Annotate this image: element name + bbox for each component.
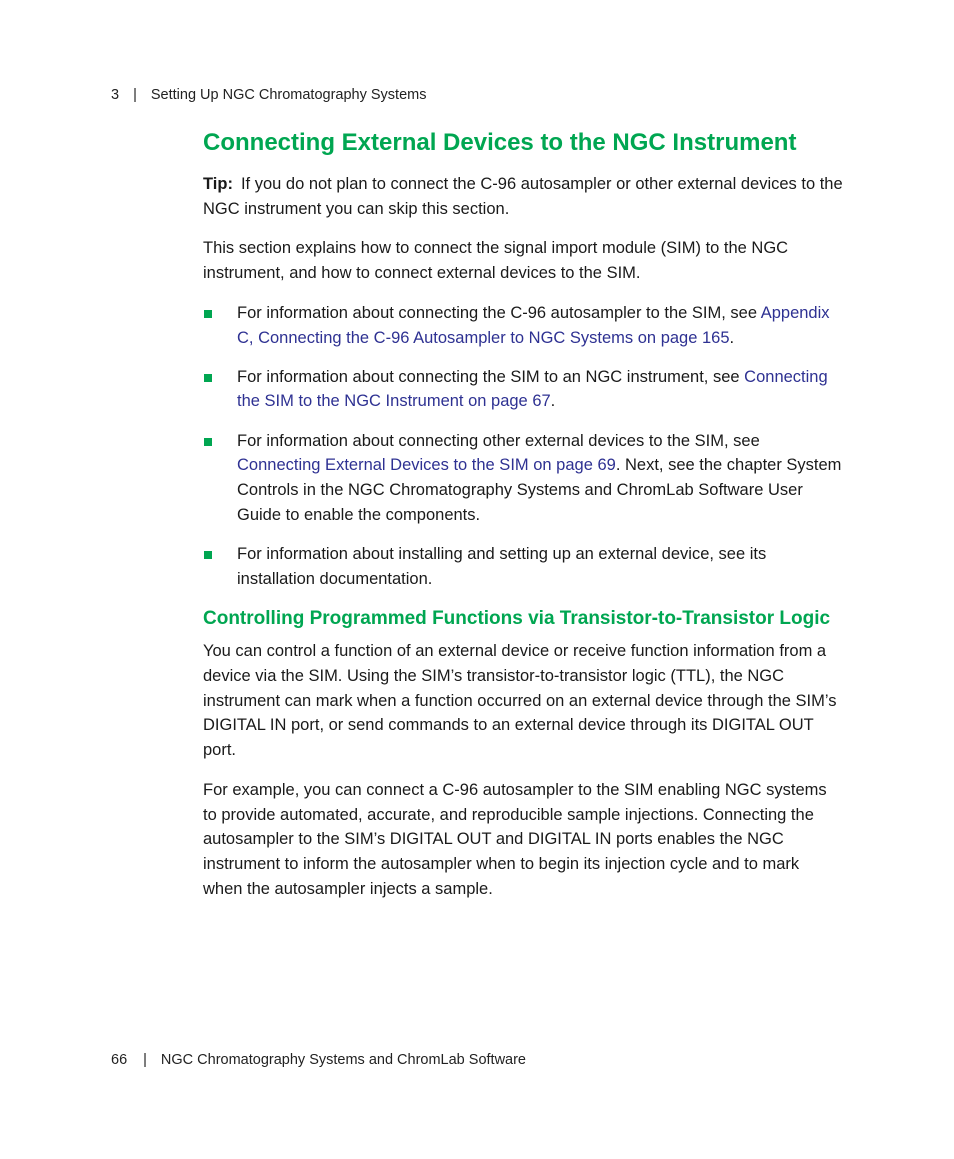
cross-reference-link-sim-to-ngc[interactable]: Connecting the SIM to the NGC Instrument on page 67 — [237, 367, 828, 411]
bullet-text-after: . — [729, 328, 735, 347]
square-bullet-icon — [204, 551, 212, 559]
subsection-heading: Controlling Programmed Functions via Transistor-to-Transistor Logic — [203, 608, 831, 630]
bullet-item — [203, 429, 843, 528]
body-paragraph: You can control a function of an external device or receive function information from a device via the SIM. Using the SIM’s transistor-to-transistor logic (TTL), the NGC instrument can mark when a function occurred on an external device through the SIM’s DIGITAL IN port, or send commands to an external device through its DIGITAL OUT port. — [203, 642, 837, 760]
book-title: NGC Chromatography Systems and ChromLab Software — [160, 1052, 526, 1068]
cross-reference-link-external-devices[interactable]: Connecting External Devices to the SIM on page 69 — [237, 456, 616, 475]
bullet-item — [203, 301, 843, 350]
page-footer — [111, 1052, 526, 1068]
bullet-item — [203, 365, 843, 414]
section-heading: Connecting External Devices to the NGC Instrument — [203, 129, 797, 156]
header-separator: | — [133, 87, 137, 103]
page-number: 66 — [111, 1052, 128, 1068]
tip-label: Tip: — [203, 175, 233, 193]
chapter-title: Setting Up NGC Chromatography Systems — [150, 87, 427, 103]
square-bullet-icon — [204, 374, 212, 382]
tip-paragraph — [203, 172, 843, 221]
bullet-text: For information about connecting the C-96 autosampler to the SIM, see — [237, 303, 761, 322]
bullet-list — [203, 301, 843, 592]
chapter-number: 3 — [111, 87, 120, 103]
running-header — [111, 87, 426, 103]
square-bullet-icon — [204, 310, 212, 318]
bullet-text-after: . — [550, 392, 556, 411]
body-paragraph: For example, you can connect a C-96 autosampler to the SIM enabling NGC systems to provide automated, accurate, and reproducible sample injections. Connecting the autosampler to the SIM’s DIGITAL OUT and DIGITAL IN ports enables the NGC instrument to inform the autosampler when to begin its injection cycle and to mark when the autosampler injects a sample. — [203, 780, 827, 898]
bullet-text: For information about connecting other external devices to the SIM, see — [237, 431, 760, 450]
intro-paragraph: This section explains how to connect the signal import module (SIM) to the NGC instrument, and how to connect external devices to the SIM. — [203, 239, 789, 283]
bullet-text: For information about connecting the SIM to an NGC instrument, see — [237, 367, 745, 386]
square-bullet-icon — [204, 438, 212, 446]
tip-text: If you do not plan to connect the C-96 autosampler or other external devices to the NGC instrument you can skip this section. — [203, 175, 843, 218]
bullet-text-after: . Next, see the chapter System Controls in the NGC Chromatography Systems and ChromLab Software User Guide to enable the components. — [237, 456, 842, 524]
footer-separator: | — [143, 1052, 147, 1068]
bullet-text: For information about installing and setting up an external device, see its installation documentation. — [237, 544, 767, 588]
page-content — [203, 128, 843, 916]
bullet-item — [203, 542, 843, 591]
cross-reference-link-appendix-c[interactable]: Appendix C, Connecting the C-96 Autosampler to NGC Systems on page 165 — [237, 303, 830, 347]
